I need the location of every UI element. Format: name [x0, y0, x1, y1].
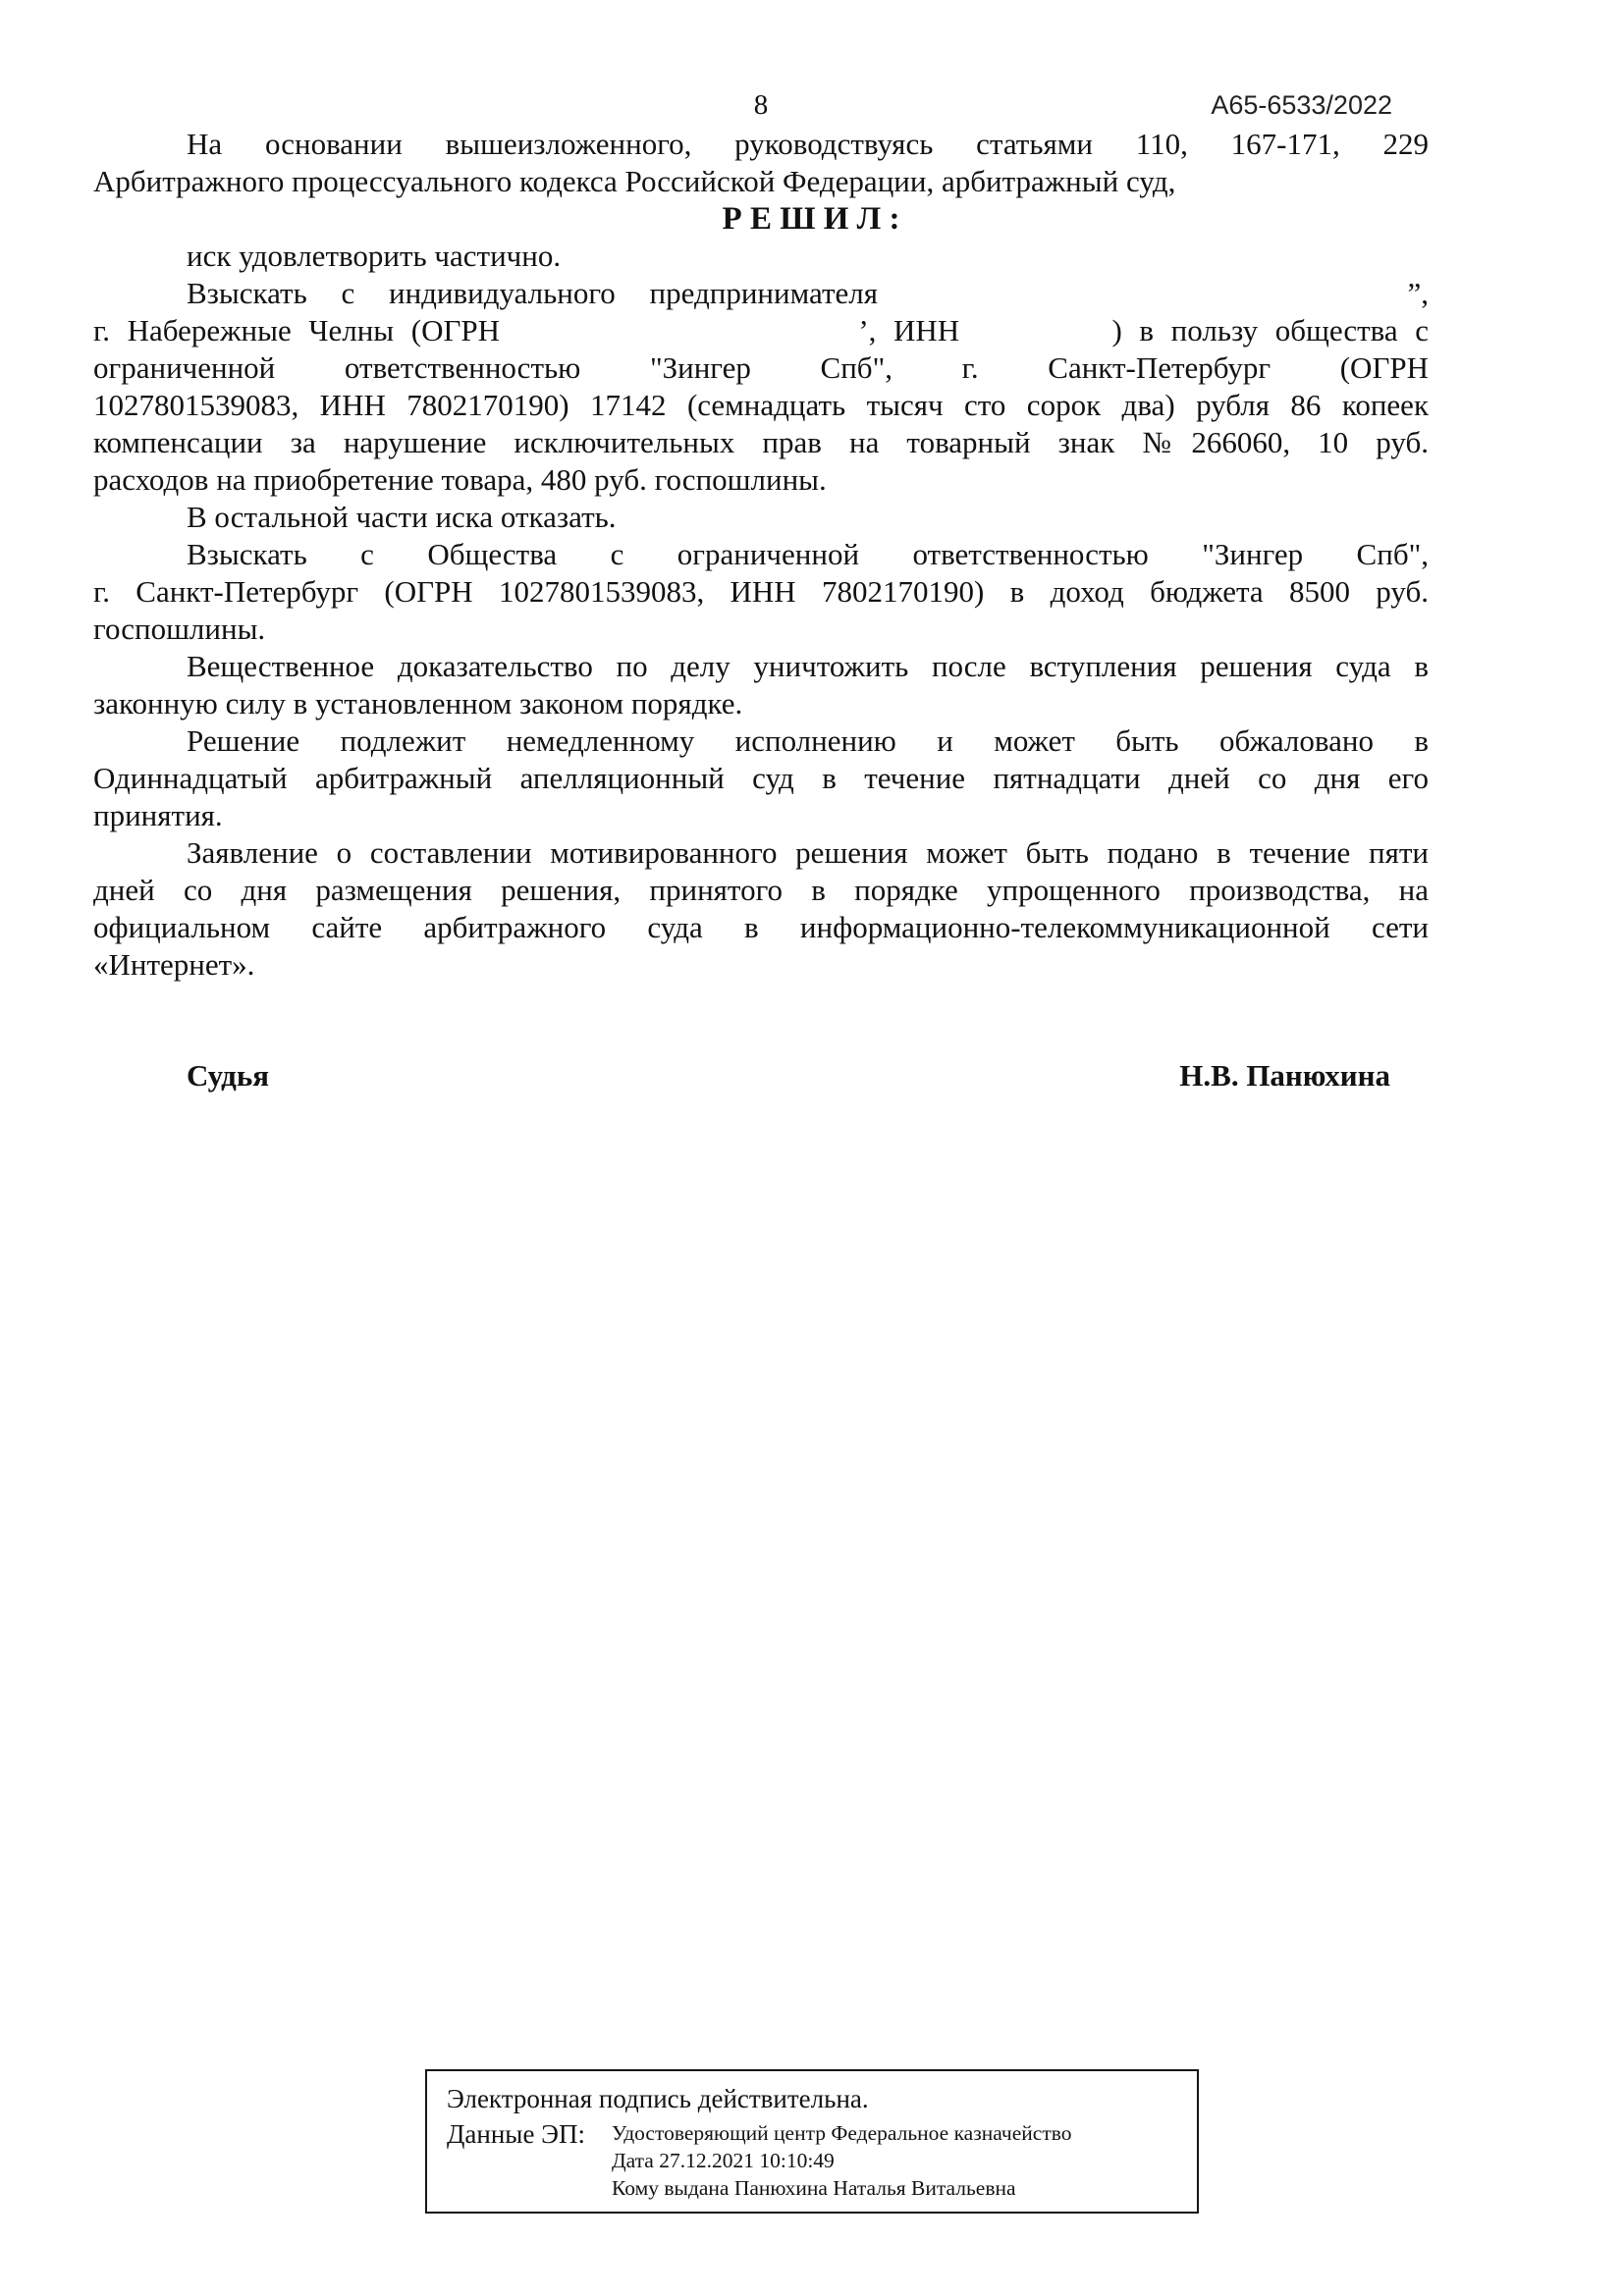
page-header [93, 88, 1429, 124]
text-fragment: Взыскать с индивидуального предпринимателя [187, 276, 878, 310]
text-line: принятия. [93, 798, 223, 832]
text-line: законную силу в установленном законом порядке. [93, 686, 743, 721]
stamp-details [612, 2119, 1071, 2202]
redacted-gap [517, 339, 841, 341]
text-line: дней со дня размещения решения, принятого в порядке упрощенного производства, на [93, 873, 1429, 907]
stamp-date: Дата 27.12.2021 10:10:49 [612, 2149, 835, 2172]
page-number: 8 [753, 89, 769, 121]
text-line: В остальной части иска отказать. [187, 500, 617, 534]
reshil-heading: Р Е Ш И Л : [722, 201, 900, 237]
decision-text [93, 126, 1429, 1095]
text-line: официальном сайте арбитражного суда в информационно-телекоммуникационной сети [93, 910, 1429, 944]
text-line: Одиннадцатый арбитражный апелляционный суд в течение пятнадцати дней со дня его [93, 761, 1429, 795]
electronic-signature-stamp [425, 2069, 1199, 2214]
redacted-gap [912, 301, 1374, 303]
text-line: г. Санкт-Петербург (ОГРН 1027801539083, ИНН 7802170190) в доход бюджета 8500 руб. [93, 574, 1429, 609]
stamp-validity-text: Электронная подпись действительна. [447, 2084, 869, 2113]
text-line: расходов на приобретение товара, 480 руб. госпошлины. [93, 462, 827, 497]
stamp-details-row [447, 2119, 1181, 2202]
text-fragment: г. Набережные Челны (ОГРН [93, 313, 501, 347]
stamp-authority: Удостоверяющий центр Федеральное казначейство [612, 2121, 1072, 2145]
text-line: Решение подлежит немедленному исполнению и может быть обжаловано в [187, 723, 1429, 758]
judge-name: Н.В. Панюхина [1179, 1058, 1390, 1093]
text-line-redacted [93, 312, 1429, 349]
text-line: Взыскать с Общества с ограниченной ответственностью "Зингер Спб", [187, 537, 1429, 571]
text-line: «Интернет». [93, 947, 255, 982]
stamp-issued-to: Кому выдана Панюхина Наталья Витальевна [612, 2176, 1016, 2200]
text-line: иск удовлетворить частично. [187, 239, 562, 273]
redacted-gap [977, 339, 1095, 341]
text-line-redacted [93, 275, 1429, 312]
text-line: На основании вышеизложенного, руководствуясь статьями 110, 167-171, 229 [187, 127, 1429, 161]
text-line: компенсации за нарушение исключительных прав на товарный знак №266060, 10 руб. [93, 425, 1429, 459]
text-line: Заявление о составлении мотивированного решения может быть подано в течение пяти [187, 835, 1429, 870]
text-fragment: ) в пользу общества с [1111, 313, 1429, 347]
text-line: ограниченной ответственностью "Зингер Спб", г. Санкт-Петербург (ОГРН [93, 350, 1429, 385]
text-fragment: ’, ИНН [858, 313, 960, 347]
signature-row [93, 1056, 1429, 1095]
text-line: 1027801539083, ИНН 7802170190) 17142 (семнадцать тысяч сто сорок два) рубля 86 копеек [93, 388, 1429, 422]
text-line: Арбитражного процессуального кодекса Российской Федерации, арбитражный суд, [93, 164, 1176, 198]
text-fragment: ”, [1407, 276, 1429, 310]
judge-label: Судья [187, 1058, 270, 1093]
text-line: госпошлины. [93, 612, 266, 646]
stamp-label: Данные ЭП: [447, 2119, 585, 2149]
text-line: Вещественное доказательство по делу уничтожить после вступления решения суда в [187, 649, 1429, 683]
case-number: А65-6533/2022 [1211, 90, 1392, 120]
